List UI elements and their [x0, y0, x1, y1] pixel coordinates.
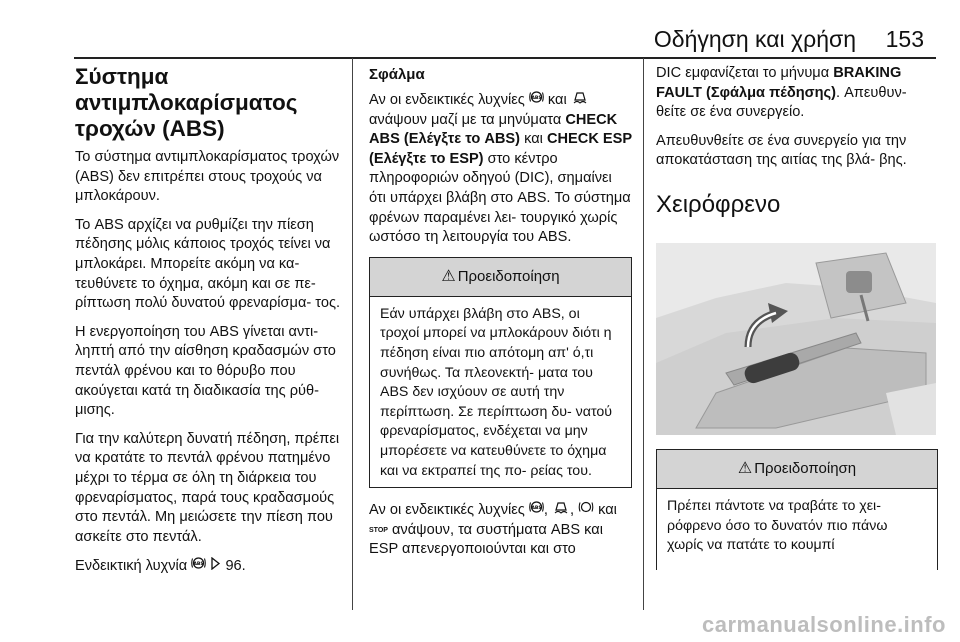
- column-abs: [75, 64, 343, 586]
- abs-paragraph-4: Για την καλύτερη δυνατή πέδηση, πρέπει να κρατάτε το πεντάλ φρένου πατημένο μέχρι το τέρμα σε όλη τη διάρκεια του φρεναρίσματος, παρά τους κραδασμούς στο πεντάλ. Μη μειώσετε την πίεση που ασκείτε στο πεντάλ.: [75, 430, 340, 545]
- header-divider: [74, 57, 936, 59]
- svg-text:ABS: ABS: [531, 506, 542, 512]
- abs-warning-box: [369, 257, 632, 488]
- indicator-text: Ενδεικτική λυχνία: [75, 558, 188, 575]
- svg-text:ABS: ABS: [193, 562, 204, 568]
- indicator-page-ref[interactable]: 96.: [225, 558, 246, 575]
- fault-paragraph-1: [369, 90, 632, 248]
- warning-header: [657, 450, 937, 489]
- abs-warning-icon: [191, 556, 206, 576]
- msg-check-esp: CHECK ESP (Ελέγξτε το ESP): [369, 131, 632, 167]
- braking-fault-paragraph: [656, 64, 938, 123]
- column-divider-1: [352, 58, 353, 610]
- warning-title: Προειδοποίηση: [754, 459, 857, 477]
- fault-text-d: και: [524, 131, 543, 148]
- fault2-text-a: Αν οι ενδεικτικές λυχνίες: [369, 502, 525, 519]
- fault-heading: Σφάλμα: [369, 66, 425, 83]
- esp-warning-icon: [571, 90, 589, 110]
- abs-paragraph-5: [75, 556, 343, 577]
- svg-text:ABS: ABS: [531, 96, 542, 101]
- parking-brake-heading: Χειρόφρενο: [656, 190, 781, 218]
- fault-text-a: Αν οι ενδεικτικές λυχνίες: [369, 92, 525, 108]
- abs-heading: Σύστημα αντιμπλοκαρίσματος τροχών (ABS): [75, 64, 298, 141]
- warning-title: Προειδοποίηση: [457, 267, 560, 285]
- page-ref-arrow-icon[interactable]: [210, 556, 221, 576]
- bf-text-a: DIC εμφανίζεται το μήνυμα: [656, 65, 830, 81]
- warning-body: Πρέπει πάντοτε να τραβάτε το χει- ρόφρενο όσο το δυνατόν πιο πάνω χωρίς να πατάτε το κουμπί: [667, 497, 888, 554]
- abs-paragraph-1: Το σύστημα αντιμπλοκαρίσματος τροχών (ABS) δεν επιτρέπει στους τροχούς να μπλοκάρουν.: [75, 149, 340, 205]
- fault2-text-c: ανάψουν, τα συστήματα ABS και ESP απενεργοποιούνται και στο: [369, 521, 603, 558]
- bf-text-b: . Απευθυν- θείτε σε ένα συνεργείο.: [656, 84, 907, 121]
- warning-triangle-icon: ⚠: [737, 459, 753, 477]
- warning-header: [370, 258, 631, 297]
- column-fault: [369, 64, 632, 569]
- fault2-text-b: και: [598, 502, 617, 519]
- parking-brake-photo: [656, 243, 936, 435]
- warning-triangle-icon: ⚠: [441, 267, 456, 285]
- watermark: carmanualsonline.info: [702, 612, 946, 637]
- page-header-title: Οδήγηση και χρήση: [653, 26, 856, 52]
- abs-paragraph-2: Το ABS αρχίζει να ρυθμίζει την πίεση πέδησης μόλις κάποιος τροχός τείνει να μπλοκάρει. Μπορείτε ακόμη να κα- τευθύνετε το όχημα, ακόμη και σε πε- ρίπτωση πολύ δυνατού φρεναρίσμα- τος.: [75, 216, 341, 312]
- fault-text-e: στο κέντρο πληροφοριών οδηγού (DIC), σημαίνει ότι υπάρχει βλάβη στο ABS. Το σύστημα φρένων παραμένει λει- τουργικό χωρίς ωστόσο τη λειτουργία του ABS.: [369, 150, 631, 246]
- brake-warning-icon: [578, 500, 594, 520]
- fault-text-b: και: [547, 92, 567, 108]
- esp-warning-icon: [552, 500, 570, 520]
- msg-check-abs: CHECK ABS (Ελέγξτε το ABS): [369, 111, 618, 148]
- stop-icon: STOP: [369, 526, 388, 534]
- fault-text-c: ανάψουν μαζί με τα μηνύματα: [369, 111, 562, 128]
- workshop-paragraph: Απευθυνθείτε σε ένα συνεργείο για την αποκατάσταση της αιτίας της βλά- βης.: [656, 132, 907, 169]
- parking-brake-illustration: [656, 243, 936, 435]
- fault-paragraph-2: Αν οι ενδεικτικές λυχνίες ABS , , και STOP ανάψουν, τα συστήματα ABS και ESP απενεργοποιούνται και στο: [369, 502, 617, 558]
- abs-warning-icon: [529, 90, 544, 110]
- page-number: 153: [885, 26, 924, 52]
- warning-body: Εάν υπάρχει βλάβη στο ABS, οι τροχοί μπορεί να μπλοκάρουν διότι η πέδηση είναι πιο απότομη απ' ό,τι συνήθως. Τα πλεονεκτή- ματα του ABS δεν ισχύουν σε αυτή την περίπτωση. Σε περίπτωση δυ- νατού φρεναρίσματος, ενδέχεται να μην μπορέσετε να κατευθύνετε το όχημα και να εκτραπεί της πο- ρείας του.: [380, 305, 613, 479]
- column-parking-brake: [656, 64, 938, 582]
- parking-brake-warning-box: [656, 449, 938, 570]
- abs-paragraph-3: Η ενεργοποίηση του ABS γίνεται αντι- ληπτή από την αίσθηση κραδασμών στο πεντάλ φρένου και το θόρυβο που ακούγεται κατά τη διαδικασία της ρύθ- μισης.: [75, 323, 336, 419]
- msg-braking-fault: BRAKING FAULT (Σφάλμα πέδησης): [656, 65, 902, 101]
- abs-warning-icon: [529, 500, 544, 520]
- column-divider-2: [643, 58, 644, 610]
